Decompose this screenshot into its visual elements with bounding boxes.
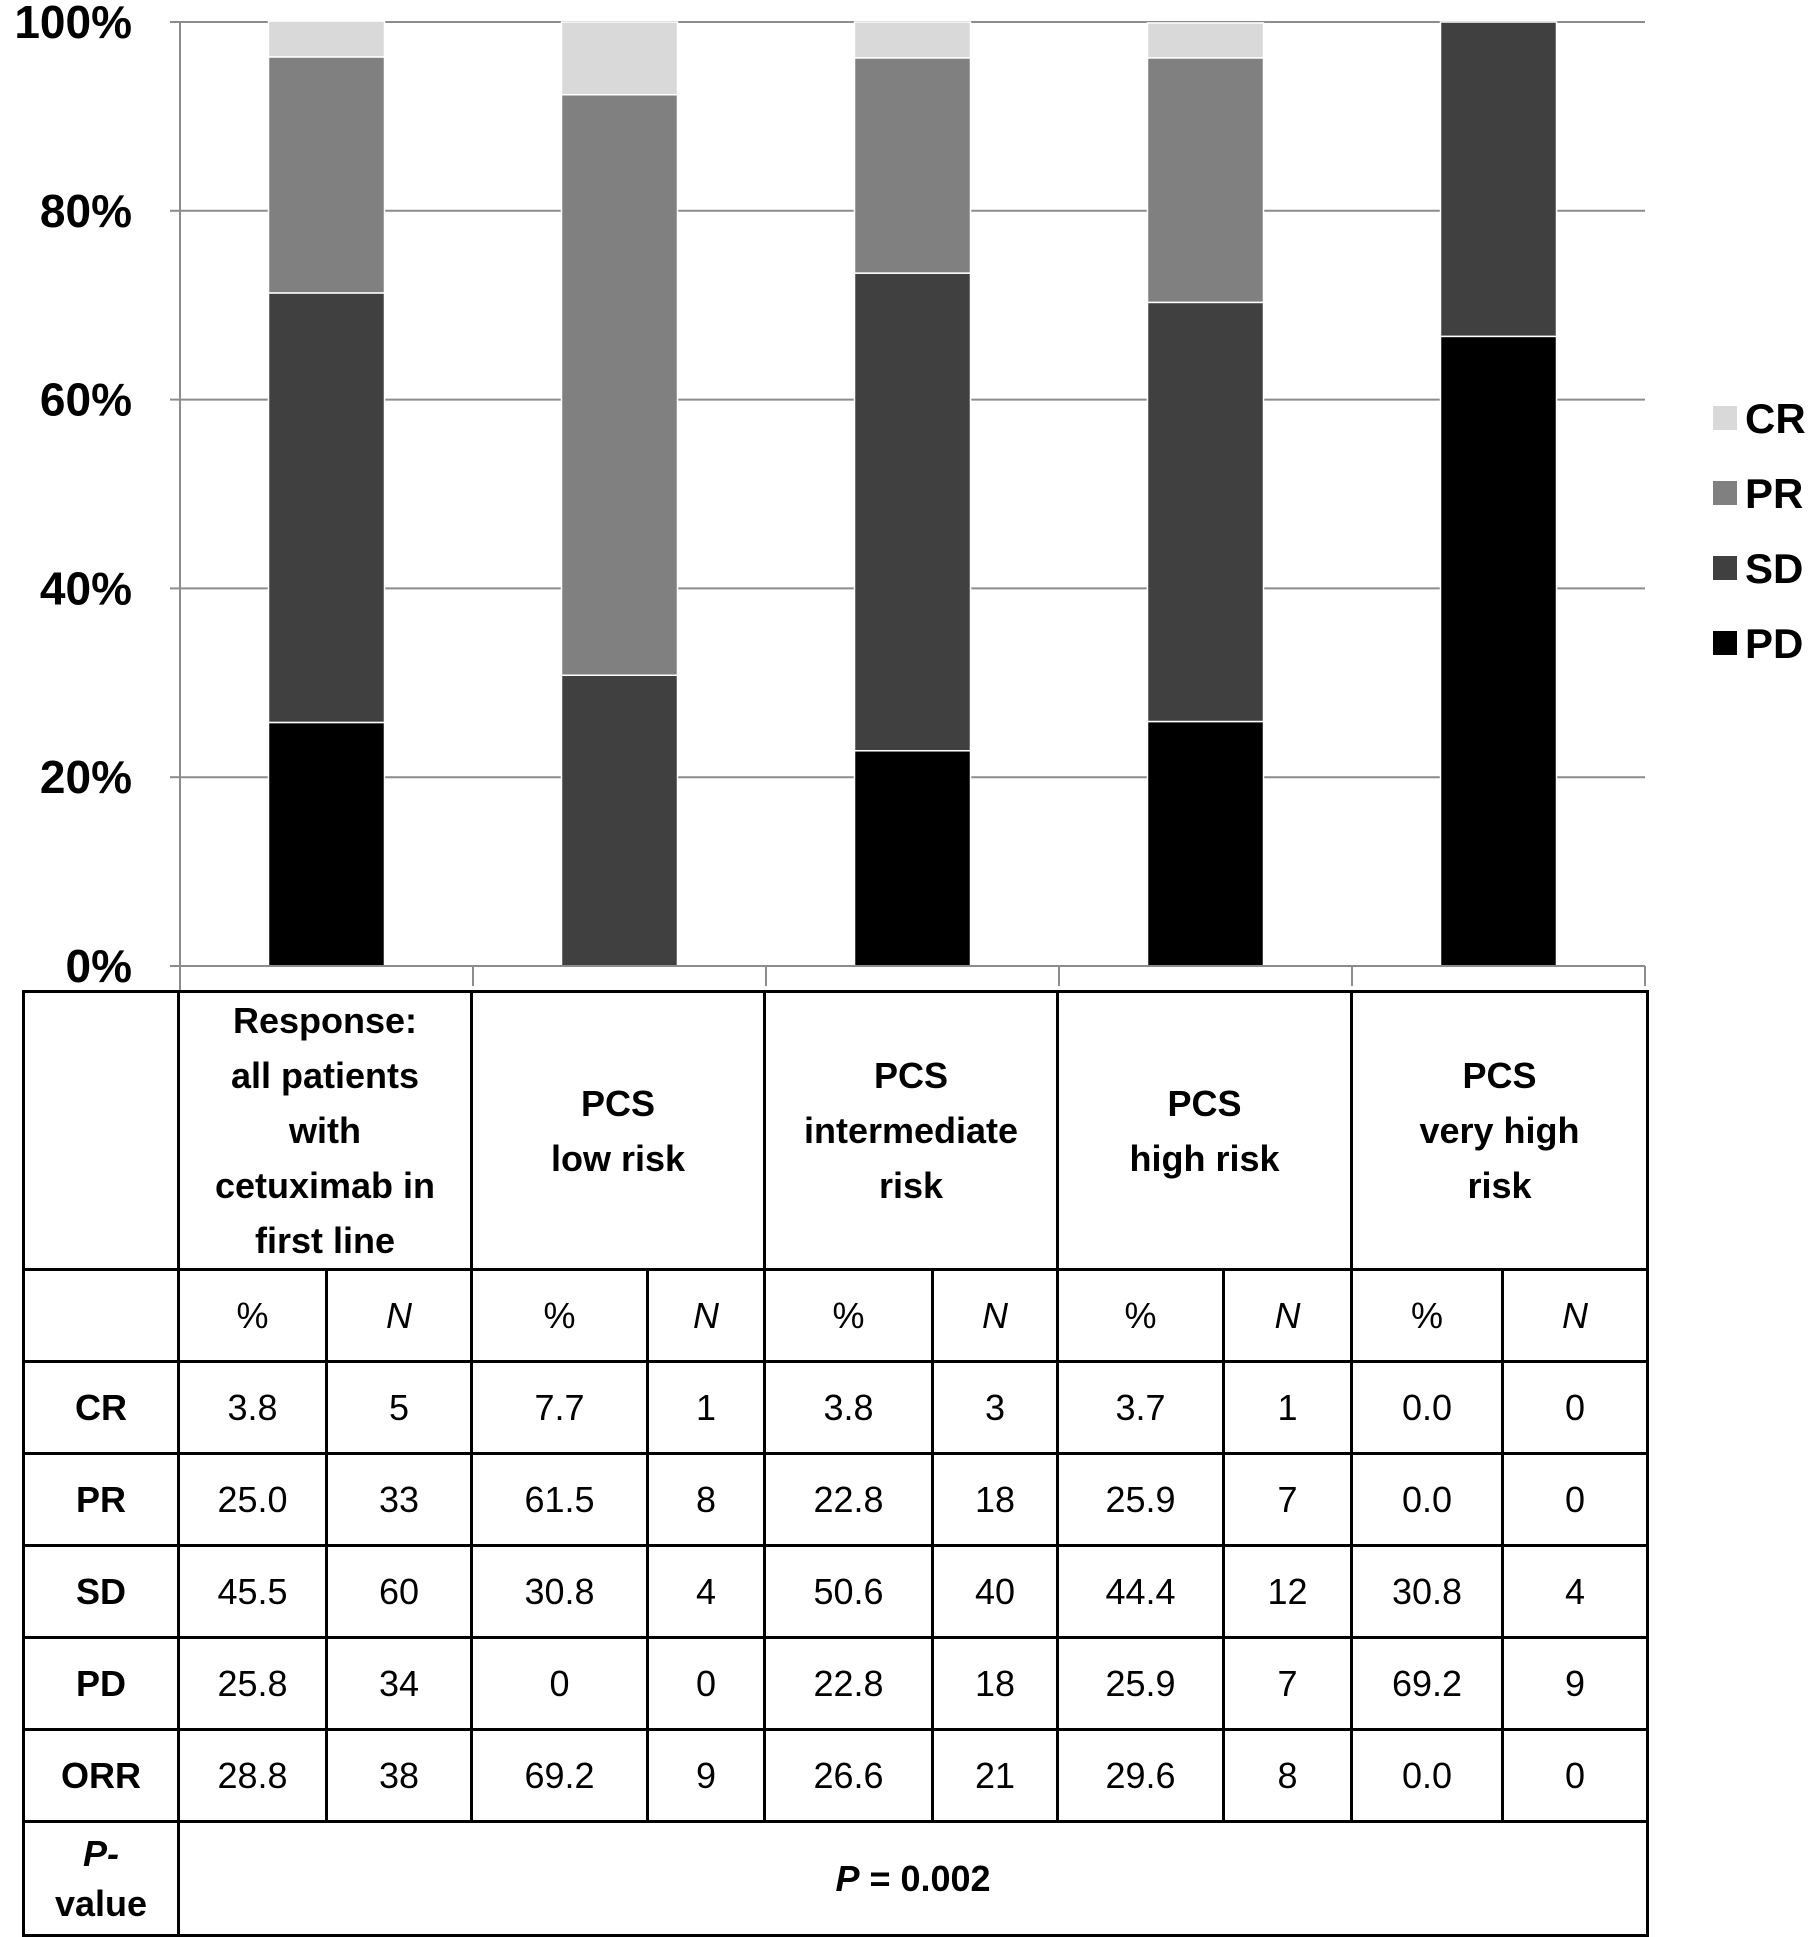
group-header-line: all patients	[230, 1055, 420, 1096]
table-cell: 28.8	[179, 1730, 327, 1822]
group-header-line: very high	[1419, 1110, 1580, 1151]
legend-label-pr: PR	[1745, 470, 1804, 517]
table-cell: 69.2	[1352, 1638, 1503, 1730]
group-header-line: PCS	[1167, 1082, 1242, 1124]
pvalue-label	[24, 1822, 179, 1936]
group-header-cell	[765, 992, 1058, 1270]
group-header-cell	[472, 992, 765, 1270]
pvalue-p: P	[835, 1857, 860, 1899]
table-row	[24, 1730, 1648, 1822]
table-cell: 61.5	[472, 1454, 648, 1546]
table-row	[24, 1546, 1648, 1638]
table-cell: 22.8	[765, 1638, 933, 1730]
legend-swatch-cr	[1713, 406, 1737, 430]
n-header: N	[1224, 1270, 1352, 1362]
table-row	[24, 1454, 1648, 1546]
group-header-line: PCS	[1462, 1055, 1537, 1096]
percent-header: %	[179, 1270, 327, 1362]
table-cell: 33	[327, 1454, 472, 1546]
header-corner-cell	[24, 992, 179, 1270]
legend-label-cr: CR	[1745, 395, 1806, 442]
bar-segment-pr	[855, 58, 971, 273]
table-cell: 18	[933, 1638, 1058, 1730]
table-cell: 0	[1503, 1362, 1648, 1454]
bar-segment-pr	[562, 95, 678, 676]
table-cell: 50.6	[765, 1546, 933, 1638]
percent-header: %	[472, 1270, 648, 1362]
bar-segment-cr	[1148, 23, 1264, 58]
table-cell: 4	[1503, 1546, 1648, 1638]
table-cell: 1	[648, 1362, 765, 1454]
group-header-line: with	[289, 1110, 361, 1151]
table-cell: 5	[327, 1362, 472, 1454]
group-header-cell	[1058, 992, 1352, 1270]
table-cell: 0.0	[1352, 1454, 1503, 1546]
n-header: N	[327, 1270, 472, 1362]
table-row	[24, 1638, 1648, 1730]
bar-segment-sd	[1148, 302, 1264, 721]
table-cell: 30.8	[1352, 1546, 1503, 1638]
pvalue-row	[24, 1822, 1648, 1936]
group-header-line: cetuximab in	[214, 1165, 436, 1206]
table-cell: 0	[648, 1638, 765, 1730]
y-tick-label: 60%	[39, 373, 132, 426]
table-row	[24, 1362, 1648, 1454]
bar-segment-pr	[269, 57, 385, 293]
legend-swatch-sd	[1713, 556, 1737, 580]
table-cell: 34	[327, 1638, 472, 1730]
bar-segment-cr	[562, 22, 678, 95]
group-header-line: first line	[254, 1220, 396, 1261]
bar-segment-pd	[1148, 722, 1264, 966]
group-header-cell	[179, 992, 472, 1270]
pvalue-cell	[179, 1822, 1648, 1936]
table-cell: 3.8	[765, 1362, 933, 1454]
n-header: N	[933, 1270, 1058, 1362]
bar-segment-pd	[855, 751, 971, 966]
table-cell: 40	[933, 1546, 1058, 1638]
table-cell: 0	[472, 1638, 648, 1730]
bar-segment-sd	[855, 273, 971, 751]
group-header-line: intermediate	[803, 1110, 1019, 1151]
percent-header: %	[1058, 1270, 1224, 1362]
table-cell: 38	[327, 1730, 472, 1822]
group-header-line: low risk	[550, 1137, 686, 1179]
row-label-orr: ORR	[24, 1730, 179, 1822]
table-cell: 3.8	[179, 1362, 327, 1454]
row-label-cr: CR	[24, 1362, 179, 1454]
table-cell: 12	[1224, 1546, 1352, 1638]
table-cell: 60	[327, 1546, 472, 1638]
legend-swatch-pr	[1713, 481, 1737, 505]
row-label-pr: PR	[24, 1454, 179, 1546]
row-label-pd: PD	[24, 1638, 179, 1730]
pvalue-label-p: P-	[83, 1832, 119, 1874]
table-cell: 7.7	[472, 1362, 648, 1454]
table-cell: 29.6	[1058, 1730, 1224, 1822]
table-cell: 0.0	[1352, 1730, 1503, 1822]
table-header-row	[24, 992, 1648, 1270]
percent-header: %	[1352, 1270, 1503, 1362]
y-tick-label: 80%	[39, 184, 132, 237]
table-cell: 8	[1224, 1730, 1352, 1822]
table-cell: 9	[1503, 1638, 1648, 1730]
table-cell: 0.0	[1352, 1362, 1503, 1454]
table-cell: 44.4	[1058, 1546, 1224, 1638]
response-table	[22, 990, 1649, 1937]
table-cell: 21	[933, 1730, 1058, 1822]
table-cell: 25.8	[179, 1638, 327, 1730]
y-tick-label: 0%	[65, 940, 132, 990]
table-cell: 69.2	[472, 1730, 648, 1822]
group-header-line: PCS	[580, 1082, 656, 1124]
table-cell: 25.0	[179, 1454, 327, 1546]
legend-swatch-pd	[1713, 631, 1737, 655]
legend-label-pd: PD	[1745, 620, 1804, 667]
group-header-line: high risk	[1129, 1137, 1280, 1179]
group-header-line: PCS	[873, 1055, 949, 1096]
table-cell: 45.5	[179, 1546, 327, 1638]
table-cell: 4	[648, 1546, 765, 1638]
table-cell: 0	[1503, 1454, 1648, 1546]
table-cell: 18	[933, 1454, 1058, 1546]
bar-segment-pd	[269, 722, 385, 966]
subheader-corner-cell	[24, 1270, 179, 1362]
group-header-cell	[1352, 992, 1648, 1270]
y-tick-label: 20%	[39, 751, 132, 804]
table-cell: 26.6	[765, 1730, 933, 1822]
bar-segment-sd	[1441, 22, 1557, 336]
y-tick-label: 40%	[39, 562, 132, 615]
table-cell: 25.9	[1058, 1638, 1224, 1730]
bar-segment-pr	[1148, 58, 1264, 302]
bar-segment-sd	[562, 675, 678, 966]
table-cell: 7	[1224, 1638, 1352, 1730]
table-cell: 7	[1224, 1454, 1352, 1546]
row-label-sd: SD	[24, 1546, 179, 1638]
table-cell: 8	[648, 1454, 765, 1546]
group-header-line: Response:	[232, 1000, 418, 1041]
table-subheader-row	[24, 1270, 1648, 1362]
percent-header: %	[765, 1270, 933, 1362]
table-cell: 22.8	[765, 1454, 933, 1546]
table-cell: 0	[1503, 1730, 1648, 1822]
pvalue-text: = 0.002	[859, 1857, 991, 1899]
n-header: N	[1503, 1270, 1648, 1362]
group-header-line: risk	[878, 1165, 944, 1206]
table-cell: 1	[1224, 1362, 1352, 1454]
bar-segment-pd	[1441, 336, 1557, 966]
bar-segment-cr	[855, 22, 971, 58]
table-cell: 25.9	[1058, 1454, 1224, 1546]
table-cell: 9	[648, 1730, 765, 1822]
group-header-line: risk	[1467, 1165, 1532, 1206]
table-cell: 30.8	[472, 1546, 648, 1638]
pvalue-label-rest: value	[54, 1882, 148, 1924]
table-cell: 3	[933, 1362, 1058, 1454]
bar-segment-sd	[269, 293, 385, 723]
bar-segment-cr	[269, 21, 385, 57]
n-header: N	[648, 1270, 765, 1362]
legend-label-sd: SD	[1745, 545, 1804, 592]
table-cell: 3.7	[1058, 1362, 1224, 1454]
y-tick-label: 100%	[14, 0, 132, 48]
